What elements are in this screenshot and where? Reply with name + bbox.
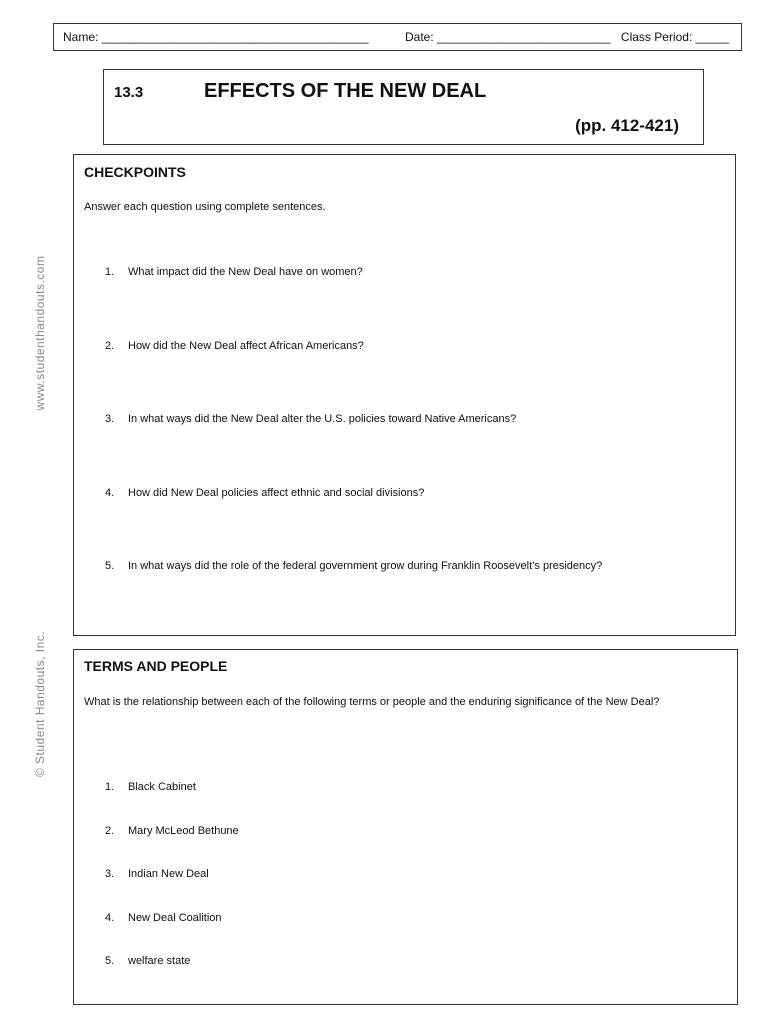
section-number: 13.3 <box>114 84 144 101</box>
question-item: 3. In what ways did the New Deal alter the U.S. policies toward Native Americans? <box>105 413 517 425</box>
name-field-label: Name: ________________________________________ <box>63 30 369 44</box>
date-field-label: Date: __________________________ <box>405 30 611 44</box>
terms-and-people-section <box>73 649 738 1005</box>
terms-heading: TERMS AND PEOPLE <box>84 658 228 674</box>
term-item: 4. New Deal Coalition <box>105 912 222 924</box>
checkpoints-instruction: Answer each question using complete sentences. <box>84 201 326 213</box>
header-box <box>53 23 742 51</box>
title-box <box>103 69 704 145</box>
question-item: 5. In what ways did the role of the federal government grow during Franklin Roosevelt’s presidency? <box>105 560 603 572</box>
terms-instruction: What is the relationship between each of the following terms or people and the enduring significance of the New Deal? <box>84 696 660 708</box>
question-item: 4. How did New Deal policies affect ethnic and social divisions? <box>105 487 425 499</box>
term-item: 2. Mary McLeod Bethune <box>105 825 239 837</box>
question-item: 2. How did the New Deal affect African Americans? <box>105 340 364 352</box>
question-item: 1. What impact did the New Deal have on women? <box>105 266 363 278</box>
class-period-field-label: Class Period: _____ <box>620 30 729 44</box>
section-title: EFFECTS OF THE NEW DEAL <box>204 80 487 102</box>
term-item: 3. Indian New Deal <box>105 868 209 880</box>
page-range: (pp. 412-421) <box>575 116 679 135</box>
watermark-site: www.studenthandouts.com <box>33 255 47 411</box>
watermark-copyright: © Student Handouts, Inc. <box>33 630 47 778</box>
checkpoints-section <box>73 154 736 636</box>
term-item: 1. Black Cabinet <box>105 781 196 793</box>
term-item: 5. welfare state <box>105 955 191 967</box>
checkpoints-heading: CHECKPOINTS <box>84 164 186 180</box>
